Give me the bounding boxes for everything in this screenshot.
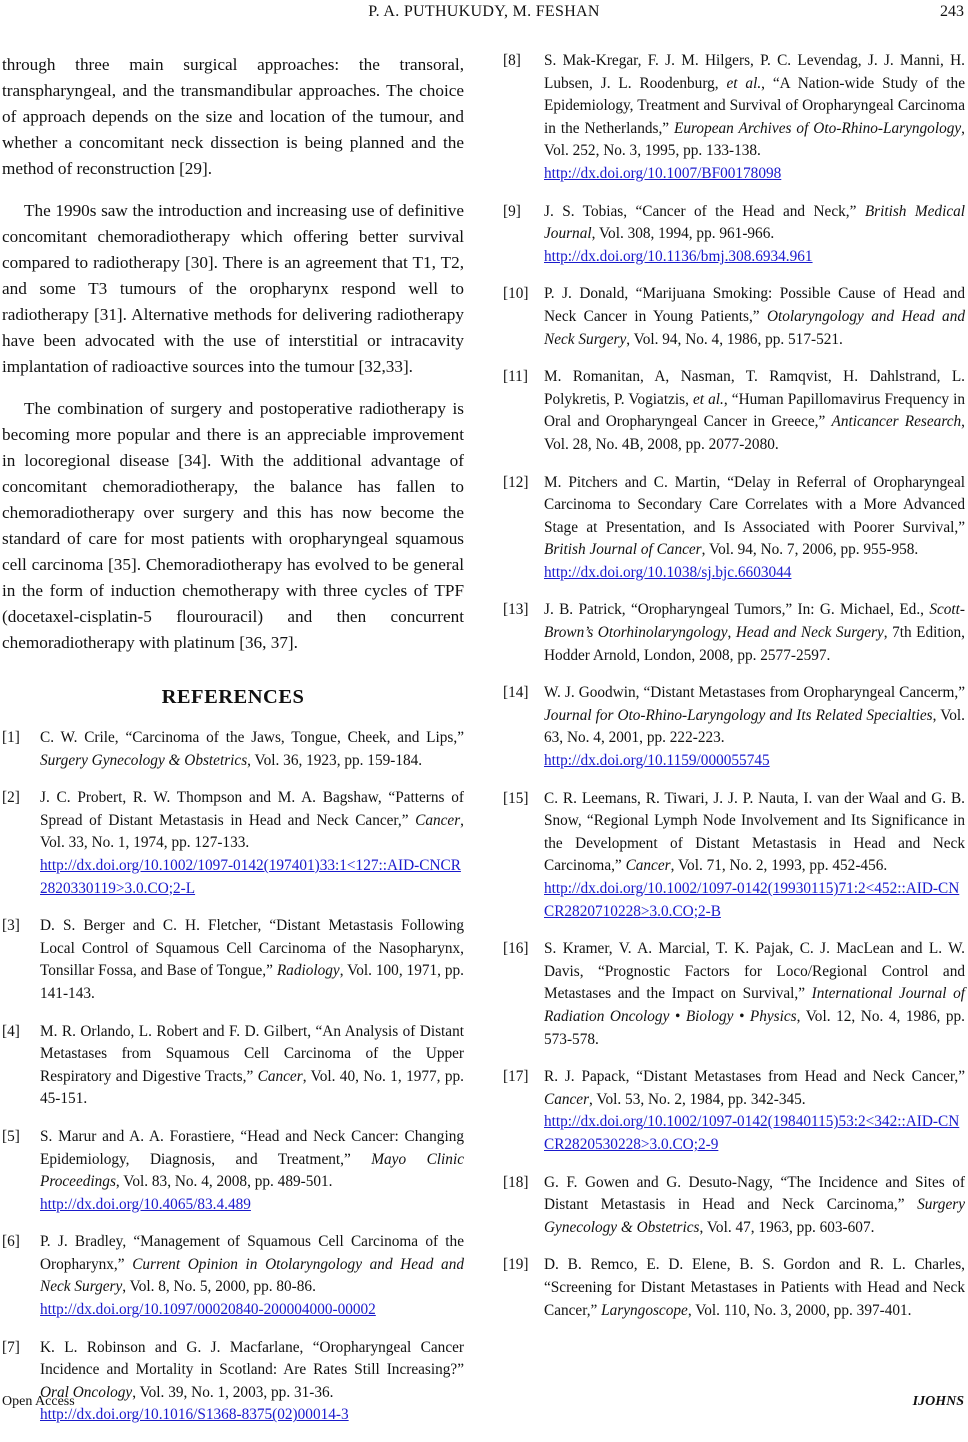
reference-list-left [2,727,464,1427]
reference-details: , Vol. 39, No. 1, 2003, pp. 31-36. [132,1383,334,1401]
reference-doi-link[interactable]: http://dx.doi.org/10.1016/S1368-8375(02)00014-3 [40,1406,349,1424]
reference-number: [12] [503,473,529,491]
reference-entry [503,1172,965,1240]
reference-number: [6] [2,1233,20,1251]
reference-entry [2,1231,464,1321]
reference-entry [2,1126,464,1216]
reference-details: , Vol. 308, 1994, pp. 961-966. [591,225,775,243]
reference-journal: British Medical Journal [544,202,966,243]
reference-authors-title: S. Kramer, V. A. Marcial, T. K. Pajak, C. J. MacLean and L. W. Davis, “Prognostic Factors for Loco/Regional Control and Metastases and the Impact on Survival,” [544,940,965,1003]
reference-journal: Laryngoscope [601,1301,688,1319]
reference-details: , Vol. 71, No. 2, 1993, pp. 452-456. [670,857,888,875]
body-paragraph: The 1990s saw the introduction and increasing use of definitive concomitant chemoradiotherapy which offering better survival compared to radiotherapy [30]. There is an agreement that T1, T2, and some T3 tumours of the oropharynx respond well to radiotherapy [31]. Alternative methods for delivering radiotherapy have been advocated with the use of interstitial or intracavity implantation of radioactive sources into the tumour [32,33]. [2,201,464,376]
reference-title: , “A Nation-wide Study of the Epidemiology, Treatment and Survival of Oropharyngeal Carcinoma in the Netherlands,” [544,74,965,137]
reference-title: , “Human Papillomavirus Frequency in Oral and Oropharyngeal Cancer in Greece,” [544,390,965,431]
reference-entry [503,472,965,585]
reference-number: [17] [503,1068,529,1086]
reference-journal: European Archives of Oto-Rhino-Laryngology [674,119,962,137]
reference-authors-title: S. Mak-Kregar, F. J. M. Hilgers, P. C. Levendag, J. J. Manni, H. Lubsen, J. L. Roodenburg, [544,52,965,92]
reference-entry [503,1066,965,1156]
reference-details: , Vol. 63, No. 4, 2001, pp. 222-223. [544,706,966,747]
reference-number: [15] [503,789,529,807]
reference-separator: , [727,624,736,642]
reference-number: [11] [503,368,528,386]
reference-number: [19] [503,1256,529,1274]
reference-et-al: et al. [693,390,724,408]
running-title: P. A. PUTHUKUDY, M. FESHAN [368,3,600,20]
reference-journal: Head and Neck Surgery [735,624,884,642]
reference-number: [2] [2,789,20,807]
reference-entry [2,727,464,772]
reference-authors-title: M. Romanitan, A, Nasman, T. Ramqvist, H. Dahlstrand, L. Polykretis, P. Vogiatzis, [544,368,965,408]
reference-entry [2,787,464,900]
reference-number: [3] [2,917,20,935]
reference-entry [503,366,965,456]
reference-doi-link[interactable]: http://dx.doi.org/10.4065/83.4.489 [40,1195,251,1213]
reference-journal: Surgery Gynecology & Obstetrics [544,1196,965,1236]
reference-number: [9] [503,202,521,220]
reference-details: , Vol. 33, No. 1, 1974, pp. 127-133. [40,811,464,852]
reference-authors-title: P. J. Bradley, “Management of Squamous Cell Carcinoma of the Oropharynx,” [40,1233,464,1273]
reference-number: [7] [2,1338,20,1356]
reference-authors-title: G. F. Gowen and G. Desuto-Nagy, “The Incidence and Sites of Distant Metastasis in Head and Neck Carcinoma,” [544,1173,965,1214]
reference-number: [1] [2,729,20,746]
reference-journal: Cancer [257,1067,303,1085]
reference-authors-title: D. B. Remco, E. D. Elene, B. S. Gordon and R. L. Charles, “Screening for Distant Metastases in Patients with Head and Neck Cancer,” [544,1256,965,1319]
reference-details: , Vol. 40, No. 1, 1977, pp. 45-151. [40,1067,464,1108]
reference-authors-title: M. Pitchers and C. Martin, “Delay in Referral of Oropharyngeal Carcinoma to Secondary Care Correlates with a More Advanced Stage at Presentation, and Is Associated with Poorer Survival,” [544,473,965,536]
reference-entry [503,201,965,269]
reference-journal: International Journal of Radiation Oncology • Biology • Physics [544,985,965,1025]
footer-journal-abbrev: IJOHNS [912,1394,964,1409]
reference-details: , Vol. 8, No. 5, 2000, pp. 80-86. [122,1278,316,1296]
reference-entry [503,599,965,667]
reference-authors-title: J. C. Probert, R. W. Thompson and M. A. Bagshaw, “Patterns of Spread of Distant Metastasis in Head and Neck Cancer,” [40,789,464,829]
reference-doi-link[interactable]: http://dx.doi.org/10.1007/BF00178098 [544,164,782,182]
reference-authors-title: D. S. Berger and C. H. Fletcher, “Distant Metastasis Following Local Control of Squamous Cell Carcinoma of the Nasopharynx, Tonsillar Fossa, and Base of Tongue,” [40,917,464,980]
reference-number: [13] [503,601,529,619]
reference-journal: Cancer [625,857,671,875]
reference-journal: Radiology [276,962,340,980]
reference-number: [5] [2,1127,20,1145]
reference-details: , Vol. 12, No. 4, 1986, pp. 573-578. [544,1007,965,1048]
reference-journal: British Journal of Cancer [544,541,702,559]
reference-authors-title: W. J. Goodwin, “Distant Metastases from Oropharyngeal Cancerm,” [544,684,965,702]
reference-doi-link[interactable]: http://dx.doi.org/10.1038/sj.bjc.6603044 [544,563,792,581]
reference-journal: Cancer [415,811,461,829]
reference-number: [4] [2,1022,20,1040]
reference-doi-link[interactable]: http://dx.doi.org/10.1002/1097-0142(197401)33:1<127::AID-CNCR2820330119>3.0.CO;2-L [40,856,461,897]
reference-details: , Vol. 110, No. 3, 2000, pp. 397-401. [687,1301,912,1319]
reference-journal: Otolaryngology and Head and Neck Surgery [544,307,965,348]
reference-entry [503,682,965,772]
reference-authors-title: C. R. Leemans, R. Tiwari, J. J. P. Nauta, I. van der Waal and G. B. Snow, “Regional Lymph Node Involvement and Its Significance in the Development of Distant Metastasis in Head and Neck Carcinoma,” [544,789,965,875]
reference-et-al: et al. [726,74,762,92]
reference-number: [14] [503,684,529,702]
reference-journal: Journal for Oto-Rhino-Laryngology and Its Related Specialties [544,706,933,724]
reference-journal: Surgery Gynecology & Obstetrics [40,751,248,769]
reference-journal: Mayo Clinic Proceedings [40,1150,464,1191]
reference-number: [10] [503,285,529,303]
page-number: 243 [940,3,964,20]
reference-number: [8] [503,52,521,69]
reference-entry [503,283,965,351]
running-header [0,0,968,28]
references-heading: REFERENCES [161,686,305,708]
left-column [2,52,464,1442]
reference-entry [2,915,464,1005]
footer-open-access: Open Access [2,1394,75,1409]
reference-entry [503,1254,965,1322]
reference-authors-title: R. J. Papack, “Distant Metastases from Head and Neck Cancer,” [544,1068,965,1086]
reference-doi-link[interactable]: http://dx.doi.org/10.1002/1097-0142(19840115)53:2<342::AID-CNCR2820530228>3.0.CO;2-9 [544,1113,960,1153]
reference-details: , Vol. 47, 1963, pp. 603-607. [699,1218,875,1236]
body-paragraph: through three main surgical approaches: the transoral, transpharyngeal, and the transmandibular approaches. The choice of approach depends on the size and location of the tumour, and whether a concomitant neck dissection is being planned and the method of reconstruction [29]. [2,55,464,178]
reference-number: [18] [503,1173,529,1191]
reference-authors-title: K. L. Robinson and G. J. Macfarlane, “Oropharyngeal Cancer Incidence and Mortality in Scotland: Are Rates Still Increasing?” [40,1338,464,1379]
reference-journal: Cancer [544,1090,590,1108]
reference-journal: Anticancer Research [831,413,962,431]
right-column [503,50,965,1337]
reference-doi-link[interactable]: http://dx.doi.org/10.1097/00020840-200004000-00002 [40,1301,376,1319]
reference-authors-title: M. R. Orlando, L. Robert and F. D. Gilbert, “An Analysis of Distant Metastases from Squamous Cell Carcinoma of the Upper Respiratory and Digestive Tracts,” [40,1022,464,1085]
reference-details: , 7th Edition, Hodder Arnold, London, 2008, pp. 2577-2597. [544,624,965,664]
reference-details: , Vol. 28, No. 4B, 2008, pp. 2077-2080. [544,413,965,453]
reference-details: , Vol. 252, No. 3, 1995, pp. 133-138. [544,119,965,160]
reference-journal: Scott-Brown’s Otorhinolaryngology [544,601,965,642]
reference-details: , Vol. 100, 1971, pp. 141-143. [40,962,464,1002]
reference-journal: Oral Oncology [40,1383,133,1401]
reference-details: , Vol. 94, No. 4, 1986, pp. 517-521. [626,330,843,348]
reference-entry [503,938,965,1051]
body-paragraph: The combination of surgery and postoperative radiotherapy is becoming more popular and there is an appreciable improvement in locoregional disease [34]. With the additional advantage of concomitant chemoradiotherapy, the balance has fallen to chemoradiotherapy over surgery and this has now become the standard of care for most patients with oropharyngeal squamous cell carcinoma [35]. Chemoradiotherapy has evolved to be general in the form of induction chemotherapy with three cycles of TPF (docetaxel-cisplatin-5 flourouracil) and then concurrent chemoradiotherapy with platinum [36, 37]. [2,399,464,652]
reference-authors-title: J. B. Patrick, “Oropharyngeal Tumors,” In: G. Michael, Ed., [544,601,930,619]
reference-details: , Vol. 83, No. 4, 2008, pp. 489-501. [115,1173,333,1191]
reference-details: , Vol. 53, No. 2, 1984, pp. 342-345. [589,1090,806,1108]
reference-entry [503,788,965,924]
reference-authors-title: S. Marur and A. A. Forastiere, “Head and Neck Cancer: Changing Epidemiology, Diagnosis, and Treatment,” [40,1127,464,1168]
reference-details: , Vol. 94, No. 7, 2006, pp. 955-958. [701,541,919,559]
reference-authors-title: P. J. Donald, “Marijuana Smoking: Possible Cause of Head and Neck Cancer in Young Patients,” [544,285,965,325]
reference-details: , Vol. 36, 1923, pp. 159-184. [247,751,423,769]
reference-doi-link[interactable]: http://dx.doi.org/10.1002/1097-0142(19930115)71:2<452::AID-CNCR2820710228>3.0.CO;2-B [544,880,960,920]
reference-entry [2,1021,464,1111]
reference-doi-link[interactable]: http://dx.doi.org/10.1136/bmj.308.6934.961 [544,247,813,265]
reference-doi-link[interactable]: http://dx.doi.org/10.1159/000055745 [544,752,770,770]
reference-authors-title: C. W. Crile, “Carcinoma of the Jaws, Tongue, Cheek, and Lips,” [40,729,464,746]
reference-number: [16] [503,940,529,958]
reference-entry [503,50,965,186]
reference-authors-title: J. S. Tobias, “Cancer of the Head and Neck,” [544,202,865,220]
page-footer [0,1394,968,1414]
reference-list-right [503,50,965,1322]
reference-journal: Current Opinion in Otolaryngology and Head and Neck Surgery [40,1255,464,1296]
